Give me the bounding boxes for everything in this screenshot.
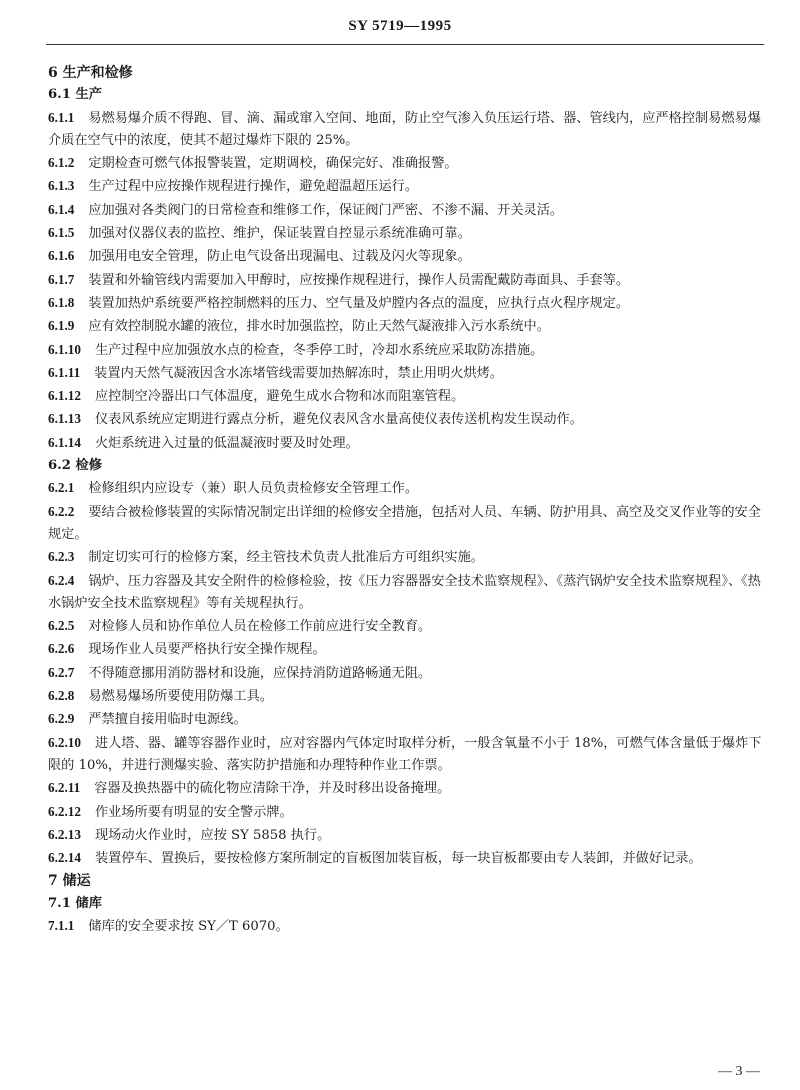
clause-text: 作业场所要有明显的安全警示牌。 [94, 804, 293, 820]
clause-item [48, 915, 764, 938]
section-6-1-title: 6.1 生产 [48, 87, 102, 103]
clause-text: 易燃易爆介质不得跑、冒、滴、漏或窜入空间、地面，防止空气渗入负压运行塔、器、管线内，应严格控制易燃易爆介质在空气中的浓度，使其不超过爆炸下限的 25%。 [48, 110, 761, 148]
clause-number: 6.1.10 [48, 341, 81, 357]
clause-item [48, 107, 764, 153]
clause-item [48, 199, 764, 222]
clause-text: 应控制空冷器出口气体温度，避免生成水合物和冰而阻塞管程。 [94, 389, 465, 405]
clause-item [48, 477, 764, 500]
clause-number: 6.1.7 [48, 271, 75, 287]
section-7-1-title: 7.1 储库 [48, 895, 102, 911]
clause-number: 6.1.8 [48, 294, 75, 310]
clause-text: 制定切实可行的检修方案，经主管技术负责人批准后方可组织实施。 [88, 550, 484, 566]
clause-number: 6.2.3 [48, 549, 75, 565]
page-header: SY 5719—1995 [348, 18, 452, 34]
section-7-1-list [48, 915, 764, 938]
clause-item [48, 245, 764, 268]
clause-number: 6.2.5 [48, 618, 75, 634]
clause-number: 6.2.14 [48, 850, 81, 866]
clause-text: 储库的安全要求按 SY／T 6070。 [88, 918, 289, 934]
clause-item [48, 777, 764, 800]
clause-text: 装置内天然气凝液因含水冻堵管线需要加热解冻时，禁止用明火烘烤。 [94, 365, 504, 381]
section-6-2-list [48, 477, 764, 870]
clause-number: 6.1.1 [48, 109, 75, 125]
clause-number: 6.2.11 [48, 780, 81, 796]
clause-item [48, 801, 764, 824]
page-number: — 3 — [718, 1064, 760, 1079]
clause-item [48, 339, 764, 362]
clause-text: 不得随意挪用消防器材和设施，应保持消防道路畅通无阻。 [88, 665, 432, 681]
chapter-6-title: 6 生产和检修 [48, 65, 133, 81]
clause-item [48, 362, 764, 385]
clause-item [48, 315, 764, 338]
clause-number: 6.2.13 [48, 826, 81, 842]
clause-text: 进人塔、器、罐等容器作业时，应对容器内气体定时取样分析，一般含氧量不小于 18%，可燃气体含量低于爆炸下限的 10%，并进行测爆实验、落实防护措施和办理特种作业工作票。 [48, 735, 762, 773]
clause-item [48, 662, 764, 685]
clause-text: 锅炉、压力容器及其安全附件的检修检验，按《压力容器器安全技术监察规程》、《蒸汽锅炉安全技术监察规程》、《热水锅炉安全技术监察规程》等有关规程执行。 [48, 573, 761, 611]
clause-number: 6.1.13 [48, 411, 81, 427]
clause-text: 对检修人员和协作单位人员在检修工作前应进行安全教育。 [88, 619, 432, 635]
clause-text: 仪表风系统应定期进行露点分析，避免仪表风含水量高使仪表传送机构发生误动作。 [94, 412, 583, 428]
section-6-1-list [48, 107, 764, 455]
section-6-2-title: 6.2 检修 [48, 458, 102, 474]
clause-item [48, 824, 764, 847]
clause-text: 检修组织内应设专（兼）职人员负责检修安全管理工作。 [88, 481, 419, 497]
clause-number: 6.1.14 [48, 434, 81, 450]
chapter-7-title: 7 储运 [48, 873, 91, 890]
clause-text: 加强用电安全管理，防止电气设备出现漏电、过载及闪火等现象。 [88, 249, 471, 265]
clause-number: 6.2.9 [48, 711, 75, 727]
clause-item [48, 847, 764, 870]
clause-text: 装置停车、置换后，要按检修方案所制定的盲板图加装盲板，每一块盲板都要由专人装卸，并做好记录。 [94, 851, 702, 867]
clause-number: 6.2.10 [48, 734, 81, 750]
header-rule [46, 44, 764, 45]
clause-text: 生产过程中应加强放水点的检查，冬季停工时，冷却水系统应采取防冻措施。 [94, 342, 544, 358]
clause-number: 7.1.1 [48, 917, 75, 933]
clause-item [48, 615, 764, 638]
clause-item [48, 385, 764, 408]
clause-text: 装置加热炉系统要严格控制燃料的压力、空气量及炉膛内各点的温度，应执行点火程序规定。 [88, 295, 630, 311]
clause-number: 6.1.2 [48, 155, 75, 171]
clause-item [48, 152, 764, 175]
clause-item [48, 269, 764, 292]
clause-text: 应加强对各类阀门的日常检查和维修工作，保证阀门严密、不渗不漏、开关灵活。 [88, 202, 564, 218]
clause-item [48, 546, 764, 569]
clause-item [48, 292, 764, 315]
clause-item [48, 732, 764, 778]
clause-number: 6.1.3 [48, 178, 75, 194]
clause-text: 易燃易爆场所要使用防爆工具。 [88, 689, 273, 705]
clause-text: 生产过程中应按操作规程进行操作，避免超温超压运行。 [88, 179, 419, 195]
clause-number: 6.2.6 [48, 641, 75, 657]
clause-number: 6.1.9 [48, 318, 75, 334]
clause-number: 6.2.2 [48, 503, 75, 519]
clause-number: 6.1.5 [48, 225, 75, 241]
clause-text: 现场动火作业时，应按 SY 5858 执行。 [94, 827, 331, 843]
clause-text: 定期检查可燃气体报警装置，定期调校，确保完好、准确报警。 [88, 156, 458, 172]
clause-item [48, 222, 764, 245]
clause-text: 现场作业人员要严格执行安全操作规程。 [88, 642, 326, 658]
clause-number: 6.2.12 [48, 803, 81, 819]
clause-number: 6.2.4 [48, 572, 75, 588]
clause-number: 6.2.8 [48, 688, 75, 704]
clause-text: 火炬系统进入过量的低温凝液时要及时处理。 [94, 435, 359, 451]
clause-text: 要结合被检修装置的实际情况制定出详细的检修安全措施，包括对人员、车辆、防护用具、高空及交叉作业等的安全规定。 [48, 504, 761, 542]
clause-text: 严禁擅自接用临时电源线。 [88, 712, 247, 728]
clause-item [48, 432, 764, 455]
document-body [48, 62, 764, 938]
clause-number: 6.1.12 [48, 388, 81, 404]
clause-text: 应有效控制脱水罐的液位，排水时加强监控，防止天然气凝液排入污水系统中。 [88, 319, 550, 335]
clause-number: 6.2.7 [48, 664, 75, 680]
clause-item [48, 501, 764, 547]
clause-item [48, 175, 764, 198]
clause-item [48, 685, 764, 708]
clause-text: 加强对仪器仪表的监控、维护，保证装置自控显示系统准确可靠。 [88, 226, 471, 242]
clause-item [48, 708, 764, 731]
clause-item [48, 638, 764, 661]
clause-item [48, 570, 764, 616]
clause-item [48, 408, 764, 431]
clause-number: 6.1.6 [48, 248, 75, 264]
clause-number: 6.1.11 [48, 364, 81, 380]
clause-number: 6.2.1 [48, 480, 75, 496]
clause-text: 容器及换热器中的硫化物应清除干净，并及时移出设备掩埋。 [94, 781, 451, 797]
clause-text: 装置和外输管线内需要加入甲醇时，应按操作规程进行，操作人员需配戴防毒面具、手套等。 [88, 272, 630, 288]
clause-number: 6.1.4 [48, 201, 75, 217]
